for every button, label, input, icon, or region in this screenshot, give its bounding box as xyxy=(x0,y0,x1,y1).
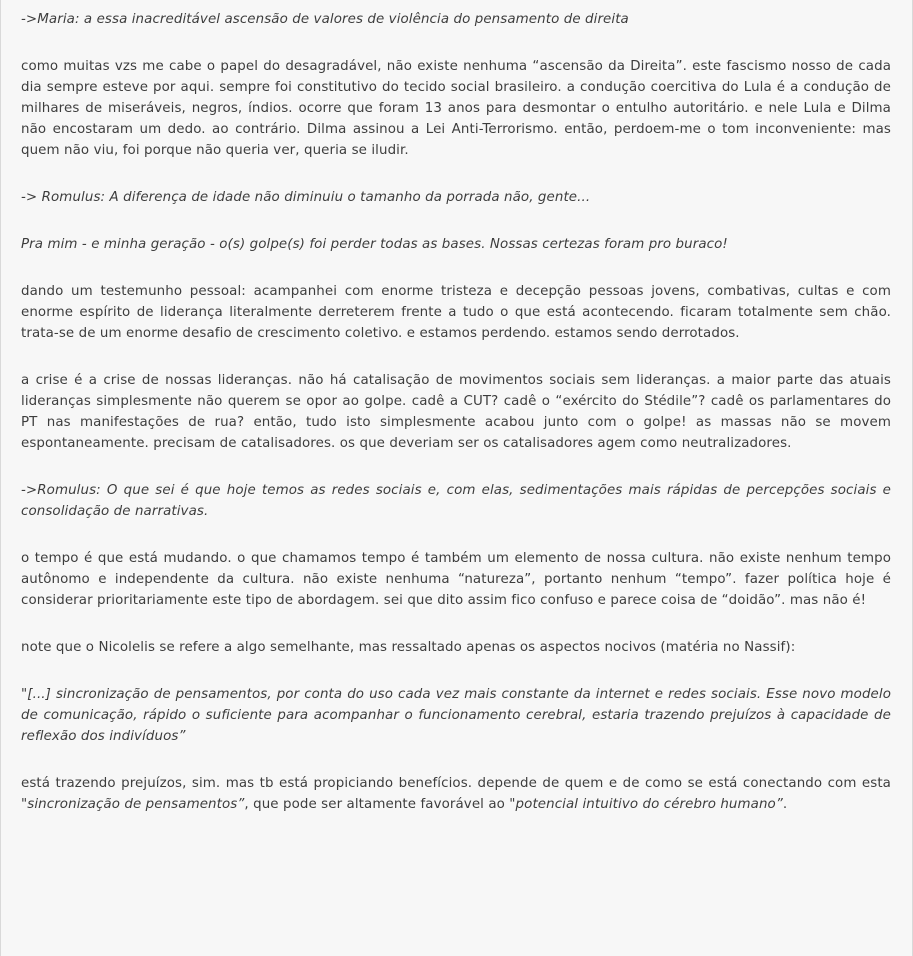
italic-text-segment: "sincronização de pensamentos” xyxy=(21,797,245,812)
paragraph xyxy=(21,637,891,658)
italic-text-segment: "[...] sincronização de pensamentos, por conta do uso cada vez mais constante da internet e redes sociais. Esse novo modelo de comunicação, rápido o suficiente para acompanhar o funcionamento cerebral, estaria trazendo prejuízos à capacidade de reflexão dos indivíduos” xyxy=(21,687,891,744)
text-segment: o tempo é que está mudando. o que chamamos tempo é também um elemento de nossa cultura. não existe nenhum tempo autônomo e independente da cultura. não existe nenhuma “natureza”, portanto nenhum “tempo”. fazer política hoje é considerar prioritariamente este tipo de abordagem. sei que dito assim fico confuso e parece coisa de “doidão”. mas não é! xyxy=(21,551,891,608)
paragraph xyxy=(21,773,891,815)
text-segment: a crise é a crise de nossas lideranças. não há catalisação de movimentos sociais sem lideranças. a maior parte das atuais lideranças simplesmente não querem se opor ao golpe. cadê a CUT? cadê o “exército do Stédile”? cadê os parlamentares do PT nas manifestações de rua? então, tudo isto simplesmente acabou junto com o golpe! as massas não se movem espontaneamente. precisam de catalisadores. os que deveriam ser os catalisadores agem como neutralizadores. xyxy=(21,373,891,451)
text-segment: está trazendo prejuízos, sim. mas tb está propiciando benefícios. depende de quem e de como se está conectando com esta xyxy=(21,776,891,791)
italic-text-segment: ->Maria: a essa inacreditável ascensão de valores de violência do pensamento de direita xyxy=(21,12,629,27)
text-segment: . xyxy=(782,797,788,812)
text-segment: , que pode ser altamente favorável ao xyxy=(244,797,510,812)
paragraph xyxy=(21,234,891,255)
paragraph xyxy=(21,281,891,344)
text-content xyxy=(21,9,891,815)
paragraph xyxy=(21,684,891,747)
paragraph xyxy=(21,370,891,454)
italic-text-segment: "potencial intuitivo do cérebro humano” xyxy=(509,797,783,812)
text-segment: dando um testemunho pessoal: acampanhei com enorme tristeza e decepção pessoas jovens, combativas, cultas e com enorme espírito de liderança literalmente derreterem frente a tudo o que está acontecendo. ficaram totalmente sem chão. trata-se de um enorme desafio de crescimento coletivo. e estamos perdendo. estamos sendo derrotados. xyxy=(21,284,891,341)
italic-text-segment: Pra mim - e minha geração - o(s) golpe(s) foi perder todas as bases. Nossas certezas foram pro buraco! xyxy=(21,237,728,252)
paragraph xyxy=(21,187,891,208)
paragraph xyxy=(21,480,891,522)
text-segment: note que o Nicolelis se refere a algo semelhante, mas ressaltado apenas os aspectos nocivos (matéria no Nassif): xyxy=(21,640,796,655)
text-segment: como muitas vzs me cabe o papel do desagradável, não existe nenhuma “ascensão da Direita”. este fascismo nosso de cada dia sempre esteve por aqui. sempre foi constitutivo do tecido social brasileiro. a condução coercitiva do Lula é a condução de milhares de miseráveis, negros, índios. ocorre que foram 13 anos para desmontar o entulho autoritário. e nele Lula e Dilma não encostaram um dedo. ao contrário. Dilma assinou a Lei Anti-Terrorismo. então, perdoem-me o tom inconveniente: mas quem não viu, foi porque não queria ver, queria se iludir. xyxy=(21,59,891,158)
italic-text-segment: ->Romulus: O que sei é que hoje temos as redes sociais e, com elas, sedimentações mais rápidas de percepções sociais e consolidação de narrativas. xyxy=(21,483,891,519)
paragraph xyxy=(21,56,891,161)
paragraph xyxy=(21,548,891,611)
italic-text-segment: -> Romulus: A diferença de idade não diminuiu o tamanho da porrada não, gente... xyxy=(21,190,591,205)
paragraph xyxy=(21,9,891,30)
